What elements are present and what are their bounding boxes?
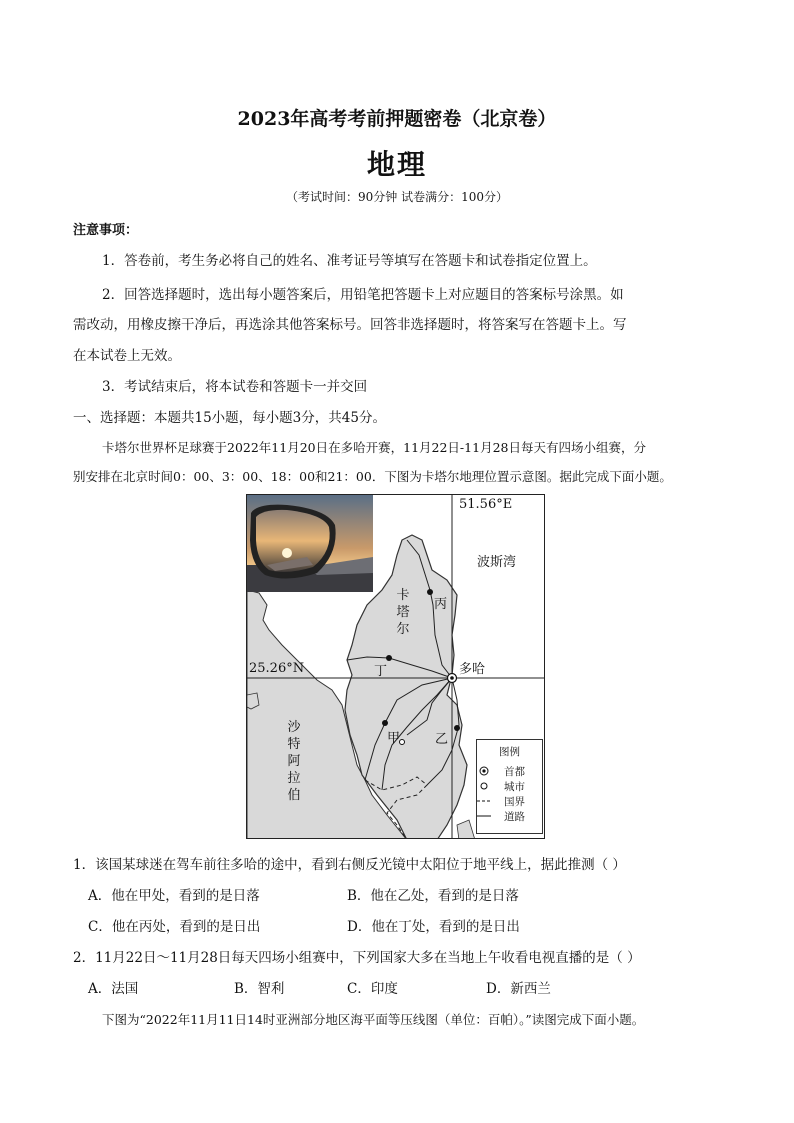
place-bing-label: 丙	[434, 597, 448, 612]
doha-label: 多哈	[459, 662, 486, 677]
legend-title: 图例	[499, 746, 520, 758]
legend-road: 道路	[504, 811, 525, 823]
question-1-option-a: A．他在甲处，看到的是日落	[88, 888, 260, 904]
notes-heading: 注意事项：	[73, 223, 139, 238]
place-yi-label: 乙	[435, 732, 449, 747]
road-symbol-icon	[477, 811, 491, 821]
map-legend	[476, 739, 543, 834]
small-city-dot	[400, 740, 405, 745]
question-2-option-c: C．印度	[347, 981, 398, 997]
question-1-option-c: C．他在丙处，看到的是日出	[88, 919, 261, 935]
city-jia-dot	[382, 720, 388, 726]
intro-line-1: 卡塔尔世界杯足球赛于2022年11月20日在多哈开赛，11月22日-11月28日每天有四场小组赛，分	[102, 440, 646, 455]
qatar-location-map	[246, 494, 545, 839]
car-mirror-photo	[247, 495, 373, 592]
place-ding-label: 丁	[374, 664, 388, 679]
question-1-stem: 1．该国某球迷在驾车前往多哈的途中，看到右侧反光镜中太阳位于地平线上，据此推测（ ）	[73, 857, 626, 873]
qatar-label: 卡塔尔	[396, 588, 410, 637]
city-bing-dot	[427, 589, 433, 595]
note-item-2-line-2: 需改动，用橡皮擦干净后，再选涂其他答案标号。回答非选择题时，将答案写在答题卡上。写	[73, 317, 627, 333]
intro-line-2: 别安排在北京时间0：00、3：00、18：00和21：00．下图为卡塔尔地理位置示意图。据此完成下面小题。	[73, 469, 672, 484]
paper-title: 2023年高考考前押题密卷（北京卷）	[237, 108, 557, 130]
subject-title: 地理	[366, 148, 427, 181]
note-item-2-line-1: 2．回答选择题时，选出每小题答案后，用铅笔把答题卡上对应题目的答案标号涂黑。如	[102, 287, 624, 303]
place-jia-label: 甲	[387, 731, 401, 746]
question-2-option-b: B．智利	[234, 981, 285, 997]
note-item-2-line-3: 在本试卷上无效。	[73, 348, 181, 364]
question-2-option-a: A．法国	[88, 981, 139, 997]
legend-border: 国界	[504, 796, 525, 808]
legend-city: 城市	[504, 781, 525, 793]
question-2-stem: 2．11月22日～11月28日每天四场小组赛中，下列国家大多在当地上午收看电视直播的是（ ）	[73, 950, 641, 966]
longitude-label: 51.56°E	[459, 497, 513, 512]
border-symbol-icon	[477, 796, 491, 806]
persian-gulf-label: 波斯湾	[477, 555, 517, 570]
capital-doha-center	[450, 676, 454, 680]
latitude-label: 25.26°N	[249, 661, 305, 676]
saudi-arabia-label: 沙特阿拉伯	[287, 720, 301, 803]
section-heading: 一、选择题：本题共15小题，每小题3分，共45分。	[73, 410, 386, 426]
city-symbol-icon	[477, 781, 491, 791]
note-item-3: 3．考试结束后，将本试卷和答题卡一并交回	[102, 379, 368, 395]
car-mirror-illustration	[247, 495, 373, 592]
question-1-option-b: B．他在乙处，看到的是日落	[347, 888, 519, 904]
capital-symbol-icon	[477, 766, 491, 776]
question-2-option-d: D．新西兰	[486, 981, 551, 997]
legend-capital: 首都	[504, 766, 525, 778]
city-yi-dot	[454, 725, 460, 731]
question-1-option-d: D．他在丁处，看到的是日出	[347, 919, 520, 935]
next-section-intro: 下图为“2022年11月11日14时亚洲部分地区海平面等压线图（单位：百帕）。”读图完成下面小题。	[102, 1012, 645, 1027]
note-item-1: 1．答卷前，考生务必将自己的姓名、准考证号等填写在答题卡和试卷指定位置上。	[102, 253, 597, 269]
exam-info: （考试时间：90分钟 试卷满分：100分）	[286, 190, 508, 204]
